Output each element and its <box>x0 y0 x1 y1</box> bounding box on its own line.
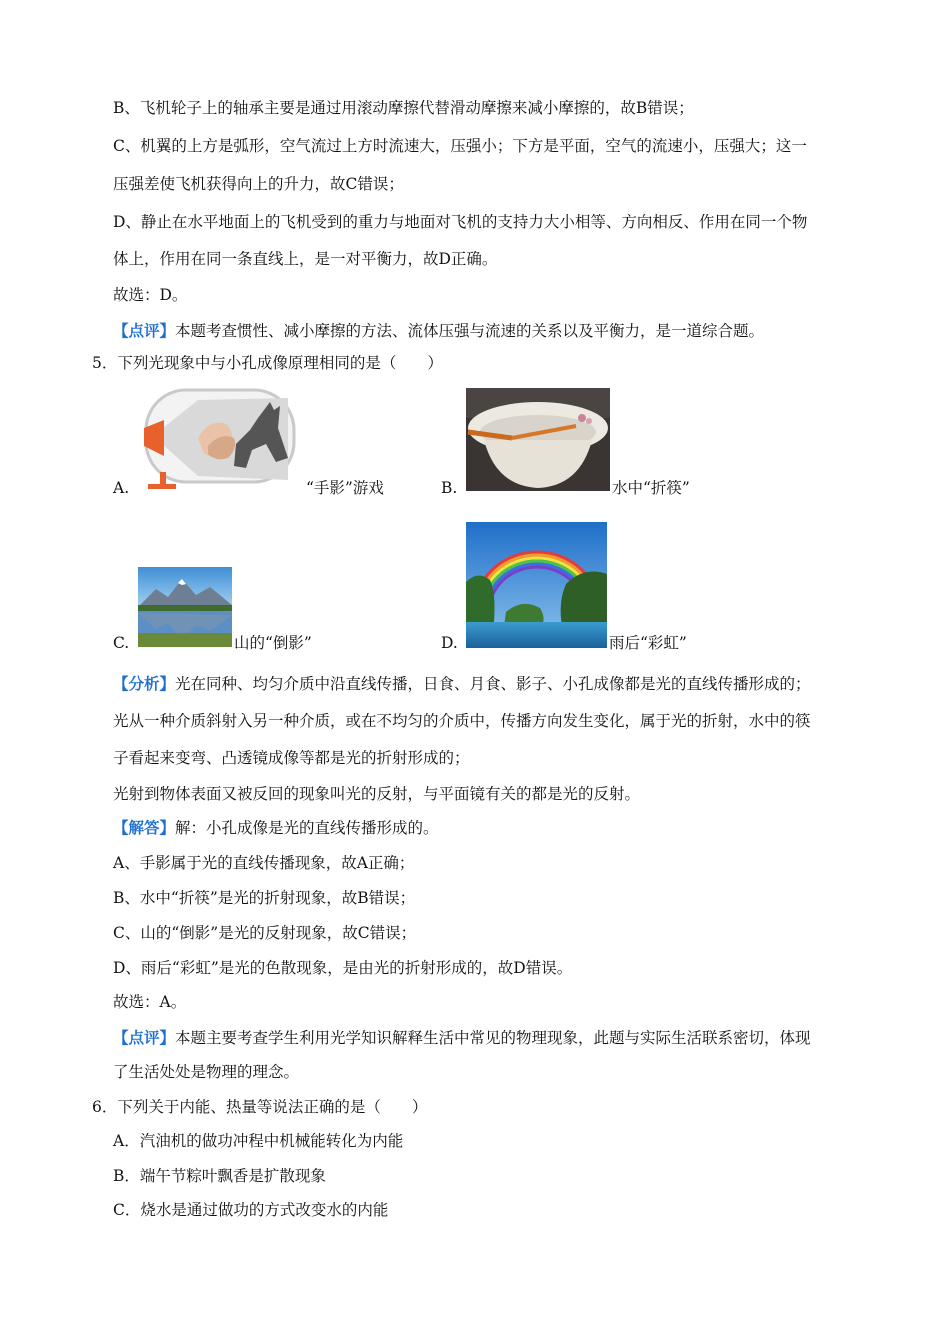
q4-option-c-explain: C、机翼的上方是弧形，空气流过上方时流速大，压强小；下方是平面，空气的流速小，压强大；这一 <box>113 137 807 155</box>
q5-review <box>113 1028 811 1048</box>
q5-answer-c: C、山的“倒影”是光的反射现象，故C错误； <box>113 924 417 942</box>
q4-choice: 故选：D。 <box>113 286 188 304</box>
hand-shadow-image <box>138 388 296 491</box>
q6-option-a: A．汽油机的做功冲程中机械能转化为内能 <box>113 1132 404 1150</box>
review-tag: 【点评】 <box>113 1028 176 1047</box>
q5-answer-b: B、水中“折筷”是光的折射现象，故B错误； <box>113 889 416 907</box>
q5-option-b-caption: 水中“折筷” <box>612 479 690 497</box>
q5-option-c-letter: C. <box>113 634 130 652</box>
q6-option-c: C．烧水是通过做功的方式改变水的内能 <box>113 1201 389 1219</box>
q5-option-c-caption: 山的“倒影” <box>234 634 312 652</box>
rainbow-image <box>466 522 607 648</box>
q5-answer <box>113 818 439 838</box>
q5-option-a-caption: “手影”游戏 <box>306 479 384 497</box>
q5-analysis-line4: 光射到物体表面又被反回的现象叫光的反射，与平面镜有关的都是光的反射。 <box>113 785 641 803</box>
q5-answer-a: A、手影属于光的直线传播现象，故A正确； <box>113 854 415 872</box>
q5-option-d-caption: 雨后“彩虹” <box>609 634 687 652</box>
review-text: 本题考查惯性、减小摩擦的方法、流体压强与流速的关系以及平衡力，是一道综合题。 <box>175 322 765 340</box>
q5-analysis-line3: 子看起来变弯、凸透镜成像等都是光的折射形成的； <box>113 749 470 767</box>
analysis-text: 光在同种、均匀介质中沿直线传播，日食、月食、影子、小孔成像都是光的直线传播形成的； <box>175 675 811 693</box>
answer-tag: 【解答】 <box>113 818 176 837</box>
q4-option-d-explain: D、静止在水平地面上的飞机受到的重力与地面对飞机的支持力大小相等、方向相反、作用在同一个物 <box>113 213 808 231</box>
q5-option-a-letter: A. <box>113 479 130 497</box>
q5-stem: 5．下列光现象中与小孔成像原理相同的是（ ） <box>92 354 443 372</box>
review-tag: 【点评】 <box>113 321 176 340</box>
q5-analysis-line2: 光从一种介质斜射入另一种介质，或在不均匀的介质中，传播方向发生变化，属于光的折射，水中的筷 <box>113 712 811 730</box>
q5-choice: 故选：A。 <box>113 993 187 1011</box>
q4-option-b-explain: B、飞机轮子上的轴承主要是通过用滚动摩擦代替滑动摩擦来减小摩擦的，故B错误； <box>113 99 694 117</box>
q5-review-line2: 了生活处处是物理的理念。 <box>113 1063 300 1081</box>
answer-text: 解：小孔成像是光的直线传播形成的。 <box>175 819 439 837</box>
q4-review <box>113 321 764 341</box>
q4-option-d-explain-cont: 体上，作用在同一条直线上，是一对平衡力，故D正确。 <box>113 250 498 268</box>
q6-stem: 6．下列关于内能、热量等说法正确的是（ ） <box>92 1098 428 1116</box>
analysis-tag: 【分析】 <box>113 674 176 693</box>
q5-analysis <box>113 674 811 694</box>
q5-option-d-letter: D. <box>441 634 458 652</box>
q5-answer-d: D、雨后“彩虹”是光的色散现象，是由光的折射形成的，故D错误。 <box>113 959 573 977</box>
review-text: 本题主要考查学生利用光学知识解释生活中常见的物理现象，此题与实际生活联系密切，体现 <box>175 1029 811 1047</box>
q4-option-c-explain-cont: 压强差使飞机获得向上的升力，故C错误； <box>113 175 404 193</box>
q5-option-b-letter: B. <box>441 479 458 497</box>
mountain-reflection-image <box>138 567 232 647</box>
bent-chopsticks-image <box>466 388 610 491</box>
q6-option-b: B．端午节粽叶飘香是扩散现象 <box>113 1167 326 1185</box>
